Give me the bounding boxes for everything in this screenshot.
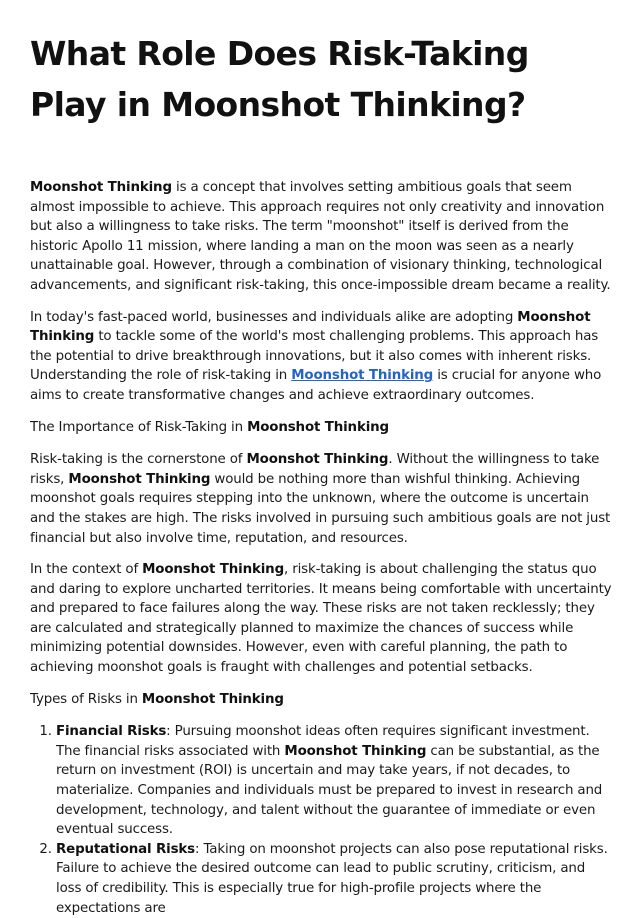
moonshot-thinking-link[interactable]: Moonshot Thinking [291, 368, 434, 384]
list-item: 1. Financial Risks: Pursuing moonshot ideas often requires significant investment. The financial risks associated with Moonshot Thinking can be substantial, as the return on investment (ROI) is uncertain and may take years, if not decades, to materialize. Companies and individuals must be prepared to invest in research and development, technology, and talent without the guarantee of immediate or even eventual success. [56, 722, 614, 840]
bold-term: Moonshot Thinking [30, 309, 591, 345]
cornerstone-paragraph: Risk-taking is the cornerstone of Moonshot Thinking. Without the willingness to take risks, Moonshot Thinking would be nothing more than wishful thinking. Achieving moonshot goals requires stepping into the unknown, where the outcome is uncertain and the stakes are high. The risks involved in pursuing such ambitious goals are not just financial but also involve time, reputation, and resources. [30, 452, 611, 546]
bold-term: Moonshot Thinking [142, 562, 285, 578]
bold-term: Moonshot Thinking [68, 471, 211, 487]
section-heading-types: Types of Risks in Moonshot Thinking [30, 691, 284, 707]
bold-term: Moonshot Thinking [284, 743, 427, 759]
bold-term: Moonshot Thinking [246, 452, 389, 468]
bold-term: Moonshot Thinking [30, 180, 172, 195]
bold-term: Moonshot Thinking [247, 419, 389, 435]
list-item-title: Reputational Risks [56, 841, 196, 857]
page-title: What Role Does Risk-Taking Play in Moonshot Thinking? [30, 34, 529, 124]
list-item: 2. Reputational Risks: Taking on moonshot projects can also pose reputational risks. Failure to achieve the desired outcome can lead to public scrutiny, criticism, and loss of credibility. This is especially true for high-profile projects where the expectations are [56, 840, 614, 918]
adoption-paragraph: In today's fast-paced world, businesses and individuals alike are adopting Moonshot Thinking to tackle some of the world's most challenging problems. This approach has the potential to drive breakthrough innovations, but it also comes with inherent risks. Understanding the role of risk-taking in Moonshot Thinking is crucial for anyone who aims to create transformative changes and achieve extraordinary outcomes. [30, 309, 602, 403]
section-heading-importance: The Importance of Risk-Taking in Moonshot Thinking [30, 419, 389, 435]
bold-term: Moonshot Thinking [141, 691, 284, 707]
risk-types-list [30, 722, 614, 918]
context-paragraph: In the context of Moonshot Thinking, risk-taking is about challenging the status quo and daring to explore uncharted territories. It means being comfortable with uncertainty and prepared to face failures along the way. These risks are not taken recklessly; they are calculated and strategically planned to maximize the chances of success while minimizing potential downsides. However, even with careful planning, the path to achieving moonshot goals is fraught with challenges and potential setbacks. [30, 562, 612, 676]
intro-paragraph: Moonshot Thinking is a concept that involves setting ambitious goals that seem almost impossible to achieve. This approach requires not only creativity and innovation but also a willingness to take risks. The term "moonshot" itself is derived from the historic Apollo 11 mission, where landing a man on the moon was seen as a nearly unattainable goal. However, through a combination of visionary thinking, technological advancements, and significant risk-taking, this once-impossible dream became a reality. [30, 180, 611, 293]
list-item-title: Financial Risks [56, 724, 167, 740]
